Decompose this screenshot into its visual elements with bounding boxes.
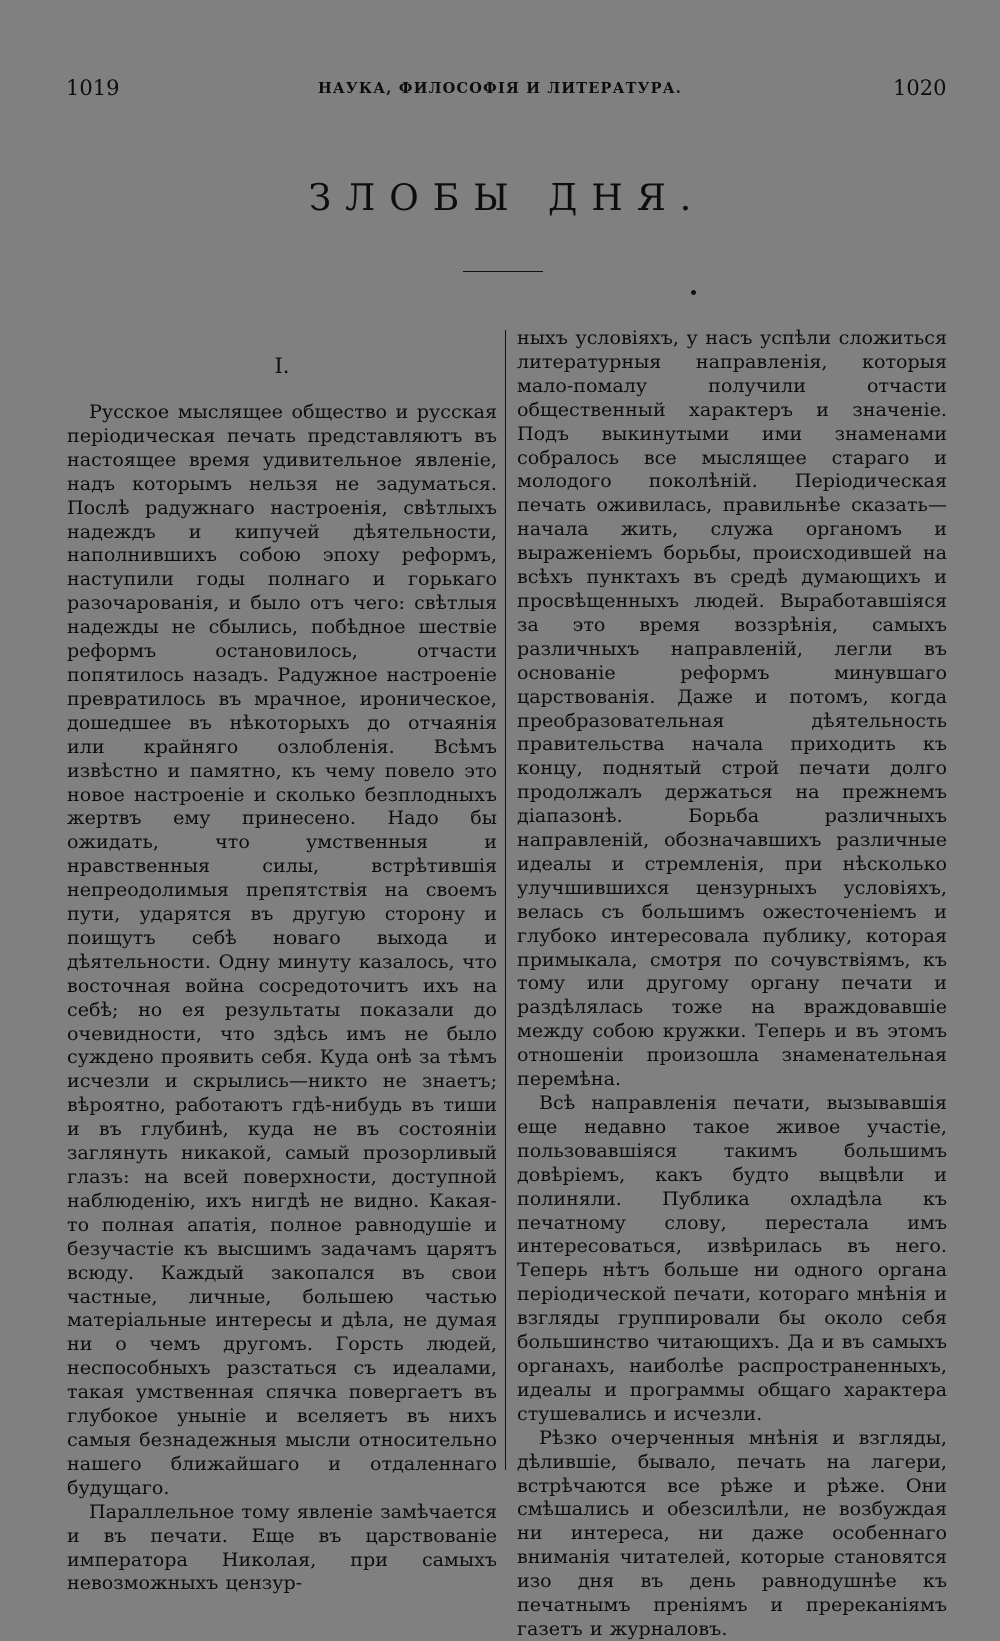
section-number: I. bbox=[274, 354, 290, 378]
running-title: НАУКА, ФИЛОСОФІЯ И ЛИТЕРАТУРА. bbox=[318, 80, 682, 97]
left-column bbox=[67, 400, 497, 1595]
paragraph: Русское мыслящее общество и русская періодическая печать представляютъ въ настоящее время удивительное явленіе, надъ которымъ нельзя не задуматься. Послѣ радужнаго настроенія, свѣтлыхъ надеждъ и кипучей дѣятельности, наполнившихъ собою эпоху реформъ, наступили годы полнаго и горькаго разочарованія, и было отъ чего: свѣтлыя надежды не сбылись, побѣдное шествіе реформъ остановилось, отчасти попятилось назадъ. Радужное настроеніе превратилось въ мрачное, ироническое, дошедшее въ нѣкоторыхъ до отчаянія или крайняго озлобленія. Всѣмъ извѣстно и памятно, къ чему повело это новое настроеніе и сколько безплодныхъ жертвъ ему принесено. Надо бы ожидать, что умственныя и нравственныя силы, встрѣтившія непреодолимыя препятствія на своемъ пути, ударятся въ другую сторону и поищутъ себѣ новаго выхода и дѣятельности. Одну минуту казалось, что восточная война сосредоточитъ ихъ на себѣ; но ея результаты показали до очевидности, что здѣсь имъ не было суждено проявить себя. Куда онѣ за тѣмъ исчезли и скрылись—никто не знаетъ; вѣроятно, работаютъ гдѣ-нибудь въ тиши и въ глубинѣ, куда не въ состояніи заглянуть никакой, самый прозорливый глазъ: на всей поверхности, доступной наблюденію, ихъ нигдѣ не видно. Какая-то полная апатія, полное равнодушіе и безучастіе къ высшимъ задачамъ царятъ всюду. Каждый закопался въ свои частные, личные, большею частью матеріальные интересы и дѣла, не думая ни о чемъ другомъ. Горсть людей, неспособныхъ разстаться съ идеалами, такая умственная спячка повергаетъ въ глубокое уныніе и вселяетъ въ нихъ самыя безнадежныя мысли относительно нашего ближайшаго и отдаленнаго будущаго. bbox=[67, 400, 497, 1499]
paragraph: Всѣ направленія печати, вызывавшія еще недавно такое живое участіе, пользовавшіяся такимъ большимъ довѣріемъ, какъ будто выцвѣли и полиняли. Публика охладѣла къ печатному слову, перестала имъ интересоваться, извѣрилась въ него. Теперь нѣтъ больше ни одного органа періодической печати, котораго мнѣнія и взгляды группировали бы около себя большинство читающихъ. Да и въ самыхъ органахъ, наиболѣе распространенныхъ, идеалы и программы общаго характера стушевались и исчезли. bbox=[517, 1091, 947, 1425]
paragraph: Рѣзко очерченныя мнѣнія и взгляды, дѣлившіе, бывало, печать на лагери, встрѣчаются все рѣже и рѣже. Они смѣшались и обезсилѣли, не возбуждая ни интереса, ни даже особеннаго вниманія читателей, которые становятся изо дня въ день равнодушнѣе къ печатнымъ преніямъ и пререканіямъ газетъ и журналовъ. bbox=[517, 1425, 947, 1640]
right-column bbox=[517, 326, 947, 1641]
ink-dot bbox=[691, 290, 696, 295]
article-title: ЗЛОБЫ ДНЯ. bbox=[308, 178, 706, 219]
page-number-left: 1019 bbox=[66, 76, 120, 100]
page-number-right: 1020 bbox=[893, 76, 947, 100]
title-rule bbox=[463, 271, 543, 272]
column-divider bbox=[505, 330, 506, 1470]
paragraph: Параллельное тому явленіе замѣчается и въ печати. Еще въ царствованіе императора Николая, при самыхъ невозможныхъ цензур- bbox=[67, 1499, 497, 1595]
paragraph: ныхъ условіяхъ, у насъ успѣли сложиться литературныя направленія, которыя мало-помалу получили отчасти общественный характеръ и значеніе. Подъ выкинутыми ими знаменами собралось все мыслящее стараго и молодого поколѣній. Періодическая печать оживилась, правильнѣе сказать—начала жить, служа органомъ и выраженіемъ борьбы, происходившей на всѣхъ пунктахъ въ средѣ думающихъ и просвѣщенныхъ людей. Выработавшіяся за это время воззрѣнія, самыхъ различныхъ направленій, легли въ основаніе реформъ минувшаго царствованія. Даже и потомъ, когда преобразовательная дѣятельность правительства начала приходить къ концу, поднятый строй печати долго продолжалъ держаться на прежнемъ діапазонѣ. Борьба различныхъ направленій, обозначавшихъ различные идеалы и стремленія, при нѣсколько улучшившихся цензурныхъ условіяхъ, велась съ большимъ ожесточеніемъ и глубоко интересовала публику, которая примыкала, смотря по сочувствіямъ, къ тому или другому органу печати и раздѣлялась тоже на враждовавшіе между собою кружки. Теперь и въ этомъ отношеніи произошла знаменательная перемѣна. bbox=[517, 326, 947, 1091]
